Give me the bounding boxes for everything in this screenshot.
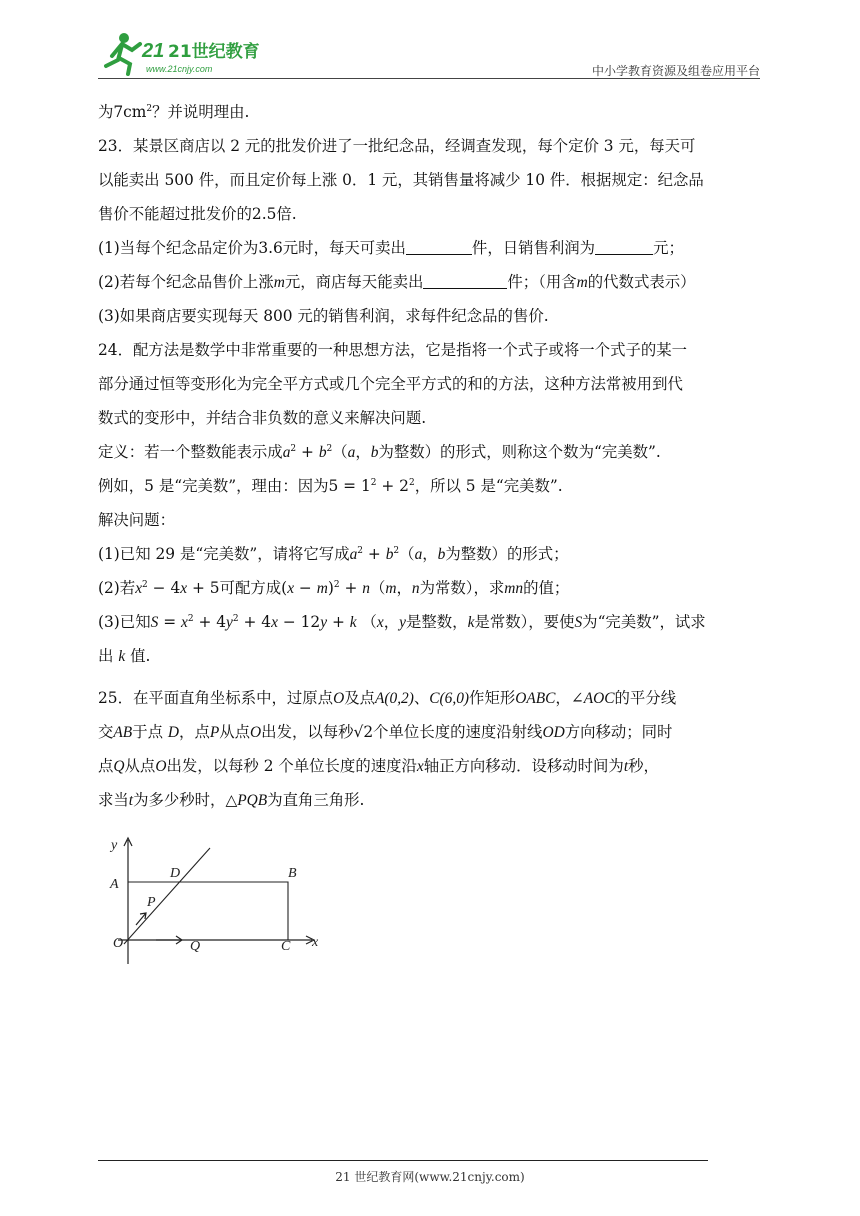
q24-stem-line2: 部分通过恒等变形化为完全平方式或几个完全平方式的和的方法，这种方法常被用到代: [98, 375, 683, 393]
q24-part3: (3)已知$S = x^2 + 4y^2 + 4x - 12y + k$ （x，y是整数，k是常数），要使S为“完美数”，试求: [98, 613, 706, 631]
label-y: y: [111, 838, 118, 853]
rectangle-oabc: [128, 882, 288, 940]
q24-solve-heading: 解决问题：: [98, 511, 175, 529]
answer-blank[interactable]: [406, 234, 472, 255]
header-divider: [98, 78, 760, 79]
runner-icon: [106, 33, 140, 74]
label-a: A: [110, 877, 119, 892]
q22-tail: 为$7cm^2$？并说明理由.: [98, 103, 250, 121]
label-d: D: [170, 866, 181, 881]
q24-part1: (1)已知 29 是“完美数”，请将它写成$a^2 + b^2(a$，b为整数）的形式；: [98, 545, 569, 563]
q24-part2: (2)若$x^2 - 4x + 5$可配方成$(x - m)^2 + n(m$，n为常数），求mn的值；: [98, 579, 570, 597]
question-content: [98, 95, 764, 817]
site-logo: [98, 30, 268, 76]
logo-text: 21世纪教育: [168, 42, 260, 62]
label-p: P: [147, 895, 156, 910]
q24-part3-cont: 出 k 值.: [98, 647, 151, 665]
label-x: x: [312, 935, 319, 950]
page-footer: 21 世纪教育网(www.21cnjy.com): [335, 1170, 525, 1184]
label-o: O: [113, 936, 124, 951]
arrow-q: [156, 936, 182, 944]
q25-line1: 25．在平面直角坐标系中，过原点O及点A(0,2)、C(6,0)作矩形OABC，∠AOC的平分线: [98, 689, 677, 707]
page-header: [98, 30, 760, 78]
q23-stem-line2: 以能卖出 500 件，而且定价每上涨 0．1 元，其销售量将减少 10 件．根据规定：纪念品: [98, 171, 704, 189]
q23-part2: (2)若每个纪念品售价上涨m元，商店每天能卖出 件；（用含m的代数式表示）: [98, 265, 764, 299]
q24-stem-line1: 24．配方法是数学中非常重要的一种思想方法，它是指将一个式子或将一个式子的某一: [98, 341, 688, 359]
coordinate-figure: [98, 834, 338, 968]
q24-definition: 定义：若一个整数能表示成$a^2 + b^2(a$，b为整数）的形式，则称这个数为“完美数”.: [98, 443, 661, 461]
q25-line3: 点Q从点O出发，以每秒 2 个单位长度的速度沿x轴正方向移动．设移动时间为t秒，: [98, 757, 659, 775]
svg-text:21: 21: [142, 40, 165, 62]
answer-blank[interactable]: [595, 234, 653, 255]
q23-stem-line3: 售价不能超过批发价的2.5倍.: [98, 205, 297, 223]
q25-line2: 交AB于点 D，点P从点O出发，以每秒√2个单位长度的速度沿射线OD方向移动；同时: [98, 723, 673, 741]
q23-part1: (1)当每个纪念品定价为3.6元时，每天可卖出 件，日销售利润为 元；: [98, 231, 764, 265]
logo-url: www.21cnjy.com: [146, 64, 213, 74]
q24-stem-line3: 数式的变形中，并结合非负数的意义来解决问题.: [98, 409, 427, 427]
q23-part3: (3)如果商店要实现每天 800 元的销售利润，求每件纪念品的售价.: [98, 307, 549, 325]
platform-name: 中小学教育资源及组卷应用平台: [591, 64, 760, 78]
answer-blank[interactable]: [423, 268, 507, 289]
label-b: B: [288, 866, 297, 881]
footer-divider: [98, 1160, 708, 1161]
bisector-od: [124, 848, 210, 944]
q23-stem-line1: 23．某景区商店以 2 元的批发价进了一批纪念品，经调查发现，每个定价 3 元，每天可: [98, 137, 696, 155]
q25-line4: 求当t为多少秒时，△PQB为直角三角形.: [98, 791, 365, 809]
q24-example: 例如，5 是“完美数”，理由：因为$5 = 1^2 + 2^2$，所以 5 是“完美数”.: [98, 477, 563, 495]
arrow-p: [136, 913, 146, 925]
label-c: C: [281, 939, 291, 954]
label-q: Q: [190, 939, 201, 954]
